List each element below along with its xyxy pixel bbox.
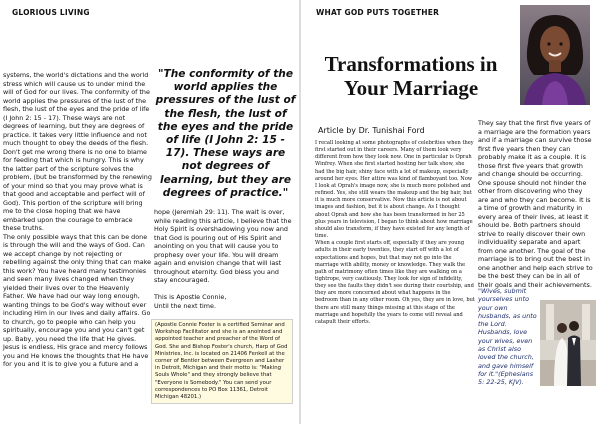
- author-portrait-image: [520, 5, 590, 105]
- article-title-block: [306, 52, 516, 100]
- right-pull-quote: [478, 287, 538, 405]
- left-page-header: GLORIOUS LIVING: [12, 8, 90, 17]
- wedding-couple-image: [540, 300, 596, 386]
- right-column-1: [315, 140, 475, 422]
- right-column-2-text: They say that the first five years of a marriage are the formation years and if a marriage can survive those first five years then they can probably make it as a couple. It is those first five years that growth and change should be occurring. One spouse should not hinder the other from discovering who they are and who they can become. It is a time of growth and maturity in every area of their lives, at least it should be. Both partners should strive to really discover their own individuality separate and apart from one another. The goal of the marriage is to bring out the best in one another and help each strive to be the best they can be in all of their goals and their achievements.: [478, 119, 593, 289]
- left-column-1-text: systems, the world's dictations and the world stress which will cause us to under mind the will of God for our lives. The conformity of the world applies the pressures of the lust of the flesh, the lust of the eyes and the pride of life (I John 2: 15 - 17). These ways are not degrees of learning, but they are degrees of practice. It takes very little influence and not much thought to obey the deeds of the flesh. Don't get me wrong there is no one to blame for feeding that which is hungry. This is why the latter part of the scripture solves the problem, (but be transformed by the renewing of your mind so that you may prove what is that good and acceptable and perfect will of God). This portion of the scripture will bring me to the close hoping that we have embarked upon the courage to embrace these truths. The only possible ways that this can be done is through the will and the ways of God. Can we accept change by not rejecting or rebelling against the only thing that can make this work? You have heard many testimonies and seen many lives changed when they yielded their lives over to the Heavenly Father. We have had our way long enough, wanting things to be God's way without ever including Him in our lives and daily affairs. Go to church, go to people who can help you spiritually, encourage you and you can't get up. Baby, you need the life that He gives. Jesus is endless, His grace and mercy follows you and He knows the thoughts that He have for you and it is to give you a future and a: [3, 71, 152, 368]
- author-portrait-photo: [520, 5, 590, 105]
- author-bio-note: [151, 319, 293, 414]
- author-bio-note-text: (Apostle Connie Foster is a certified Seminar and Workshop Facilitator and she is an anointed and appointed teacher and preacher of the Word of God. She and Bishop Foster's church, Harp of God Ministries, Inc. is located on 21406 Fenkell at the corner of Bentler between Evergreen and Lasher in Detroit, Michigan and their motto is: "Making Souls Whole" and they strongly believe that "Everyone is Somebody." You can send your correspondences to PO Box 11361, Detroit Michigan 48201.): [151, 319, 293, 404]
- left-pull-quote-text: "The conformity of the world applies the pressures of the lust of the flesh, the lust of the eyes and the pride of life (I John 2: 15 - 17). These ways are not degrees of learning, but they are degrees of practice.": [155, 68, 296, 199]
- right-column-1-text: I recall looking at some photographs of celebrities when they first started out in their careers. Many of them look very different from how they look now. One in particular is Oprah Winfrey. When she first started hosting her talk show, she had the big hair, shiny face with a lot of makeup, especially around her eyes. Her attire was kind of flamboyant too. Now I look at Oprah's image now, she is much more polished and refined. Yes, she still wears the makeup and the big hair, but it is much more conservative. Now this article is not about images and fashion, but it is about change. As I thought about Oprah and how she has been transformed in her 25 plus years in television, I began to think about how marriage should also transform, if they have existed for any length of time. When a couple first starts off, especially if they are young adults in their early twenties, they start off with a lot of expectations and hopes, but that may not go into the marriage with ability, money or knowledge. They walk the path of matrimony often times like they are walking on a tightrope, very cautiously. They look for sign of infidelity, they see the faults they didn't see during their courtship, and they are more concerned about what happens in the bedroom than in any other room. Oh yes, they are in love, but there are still many things missing at this stage of the marriage and hopefully the years to come will reveal and catapult their efforts.: [315, 140, 475, 325]
- left-column-2-text: hope (Jeremiah 29: 11). The wait is over, while reading this article, I believe that the Holy Spirit is overshadowing you now and that God is pouring out of His Spirit and anointing on you that will cause you to prophesy over your life. You will dream again and envision change that will last throughout eternity. God bless you and stay encouraged. This is Apostle Connie, Until the next time.: [154, 208, 292, 310]
- wedding-couple-photo: [540, 300, 596, 386]
- left-column-1: [3, 71, 152, 421]
- left-pull-quote: [154, 68, 297, 204]
- right-column-2: [478, 119, 594, 289]
- right-pull-quote-text: "Wives, submit yourselves unto your own husbands, as unto the Lord. Husbands, love your wives, even as Christ also loved the church, and gave himself for it."(Ephesians 5: 22-25, KJV).: [478, 287, 537, 387]
- left-column-2: [154, 208, 294, 314]
- article-title: Transformations in Your Marriage: [324, 52, 498, 100]
- right-page-header: WHAT GOD PUTS TOGETHER: [316, 8, 440, 17]
- page-gutter: [299, 0, 301, 424]
- article-byline: Article by Dr. Tunishai Ford: [318, 126, 425, 135]
